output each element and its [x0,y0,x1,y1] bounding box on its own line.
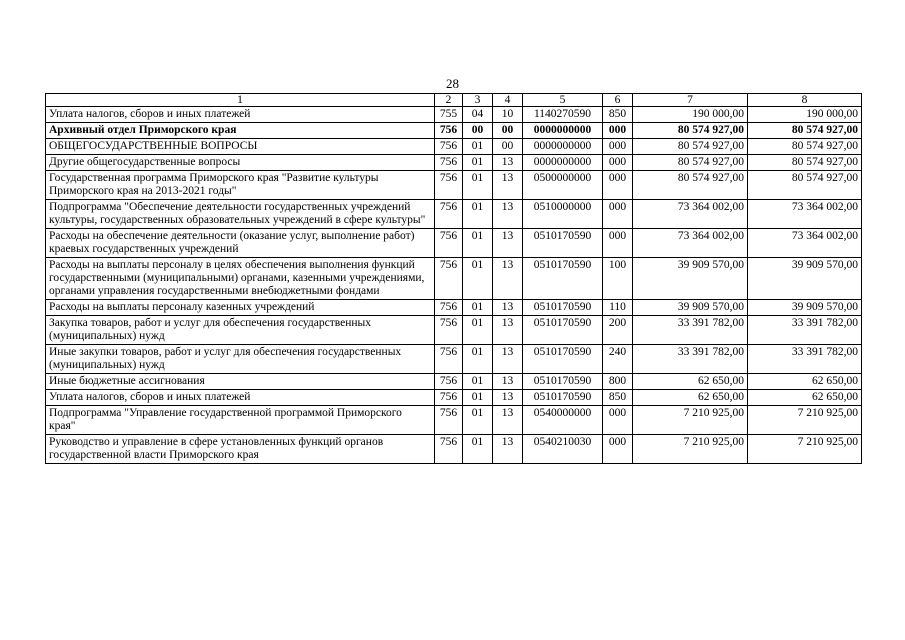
cell-amount: 7 210 925,00 [633,435,748,464]
cell-amount: 7 210 925,00 [748,435,862,464]
column-header: 2 [435,94,463,107]
cell-code: 01 [463,374,493,390]
cell-code: 756 [435,316,463,345]
table-row [46,229,862,258]
table-row [46,123,862,139]
table-row [46,107,862,123]
table-row [46,390,862,406]
cell-code: 1140270590 [523,107,603,123]
cell-code: 756 [435,300,463,316]
cell-code: 756 [435,406,463,435]
cell-code: 756 [435,390,463,406]
cell-code: 000 [603,229,633,258]
cell-code: 000 [603,406,633,435]
cell-amount: 39 909 570,00 [633,300,748,316]
column-header: 6 [603,94,633,107]
row-name: Закупка товаров, работ и услуг для обеспечения государственных (муниципальных) нужд [46,316,435,345]
cell-amount: 62 650,00 [633,374,748,390]
cell-code: 100 [603,258,633,300]
cell-code: 0510170590 [523,300,603,316]
cell-code: 13 [493,200,523,229]
cell-amount: 33 391 782,00 [748,345,862,374]
cell-code: 800 [603,374,633,390]
table-row [46,258,862,300]
cell-code: 000 [603,171,633,200]
cell-code: 000 [603,139,633,155]
table-row [46,406,862,435]
row-name: Расходы на обеспечение деятельности (оказание услуг, выполнение работ) краевых государственных учреждений [46,229,435,258]
cell-code: 0500000000 [523,171,603,200]
cell-amount: 73 364 002,00 [748,200,862,229]
cell-code: 0510170590 [523,345,603,374]
cell-code: 756 [435,155,463,171]
cell-code: 0000000000 [523,155,603,171]
cell-code: 00 [463,123,493,139]
table-row [46,345,862,374]
cell-code: 755 [435,107,463,123]
row-name: Другие общегосударственные вопросы [46,155,435,171]
cell-code: 13 [493,171,523,200]
cell-code: 01 [463,139,493,155]
cell-code: 13 [493,435,523,464]
cell-code: 756 [435,229,463,258]
cell-amount: 80 574 927,00 [633,139,748,155]
cell-code: 01 [463,258,493,300]
table-row [46,300,862,316]
row-name: Расходы на выплаты персоналу казенных учреждений [46,300,435,316]
cell-amount: 80 574 927,00 [748,155,862,171]
row-name: Руководство и управление в сфере установленных функций органов государственной власти Приморского края [46,435,435,464]
row-name: Государственная программа Приморского края "Развитие культуры Приморского края на 2013-2021 годы" [46,171,435,200]
cell-code: 0510170590 [523,316,603,345]
cell-amount: 80 574 927,00 [633,123,748,139]
cell-code: 01 [463,390,493,406]
row-name: Иные бюджетные ассигнования [46,374,435,390]
cell-code: 0540000000 [523,406,603,435]
cell-amount: 33 391 782,00 [633,316,748,345]
cell-amount: 62 650,00 [633,390,748,406]
cell-amount: 190 000,00 [748,107,862,123]
cell-amount: 73 364 002,00 [748,229,862,258]
cell-code: 01 [463,316,493,345]
cell-code: 01 [463,345,493,374]
cell-code: 01 [463,171,493,200]
cell-code: 0510000000 [523,200,603,229]
cell-code: 13 [493,345,523,374]
column-header: 4 [493,94,523,107]
cell-code: 0000000000 [523,139,603,155]
cell-amount: 80 574 927,00 [748,123,862,139]
cell-amount: 39 909 570,00 [633,258,748,300]
cell-code: 756 [435,435,463,464]
cell-code: 13 [493,229,523,258]
cell-code: 01 [463,300,493,316]
page-number: 28 [446,76,459,91]
cell-code: 756 [435,345,463,374]
cell-code: 13 [493,390,523,406]
cell-code: 000 [603,435,633,464]
cell-amount: 73 364 002,00 [633,229,748,258]
cell-code: 000 [603,155,633,171]
cell-code: 00 [493,139,523,155]
cell-code: 13 [493,316,523,345]
cell-amount: 33 391 782,00 [633,345,748,374]
cell-amount: 73 364 002,00 [633,200,748,229]
cell-code: 0510170590 [523,258,603,300]
cell-code: 13 [493,155,523,171]
cell-code: 01 [463,435,493,464]
row-name: Подпрограмма "Обеспечение деятельности государственных учреждений культуры, государственных образовательных учреждений в сфере культуры" [46,200,435,229]
cell-amount: 190 000,00 [633,107,748,123]
table-row [46,171,862,200]
table-row [46,155,862,171]
cell-amount: 33 391 782,00 [748,316,862,345]
cell-code: 756 [435,200,463,229]
table-row [46,200,862,229]
header-row [46,94,862,107]
cell-code: 200 [603,316,633,345]
cell-code: 01 [463,406,493,435]
column-header: 7 [633,94,748,107]
column-header: 3 [463,94,493,107]
cell-code: 01 [463,155,493,171]
row-name: Подпрограмма "Управление государственной программой Приморского края" [46,406,435,435]
row-name: ОБЩЕГОСУДАРСТВЕННЫЕ ВОПРОСЫ [46,139,435,155]
row-name: Расходы на выплаты персоналу в целях обеспечения выполнения функций государственными (муниципальными) органами, казенными учреждениями, органами управления государственными внебюджетными фондами [46,258,435,300]
cell-code: 0510170590 [523,390,603,406]
cell-code: 04 [463,107,493,123]
table-row [46,139,862,155]
cell-code: 110 [603,300,633,316]
cell-code: 756 [435,171,463,200]
table-row [46,316,862,345]
cell-code: 0540210030 [523,435,603,464]
row-name: Уплата налогов, сборов и иных платежей [46,390,435,406]
cell-code: 13 [493,300,523,316]
cell-code: 0510170590 [523,374,603,390]
cell-code: 756 [435,123,463,139]
cell-code: 10 [493,107,523,123]
cell-amount: 80 574 927,00 [748,139,862,155]
cell-code: 000 [603,200,633,229]
cell-code: 0000000000 [523,123,603,139]
cell-code: 00 [493,123,523,139]
cell-amount: 80 574 927,00 [633,155,748,171]
cell-amount: 80 574 927,00 [748,171,862,200]
row-name: Уплата налогов, сборов и иных платежей [46,107,435,123]
cell-code: 01 [463,229,493,258]
cell-code: 000 [603,123,633,139]
cell-code: 13 [493,406,523,435]
cell-amount: 80 574 927,00 [633,171,748,200]
column-header: 1 [46,94,435,107]
cell-amount: 39 909 570,00 [748,300,862,316]
cell-amount: 7 210 925,00 [633,406,748,435]
cell-code: 850 [603,390,633,406]
cell-code: 0510170590 [523,229,603,258]
cell-code: 850 [603,107,633,123]
cell-code: 13 [493,258,523,300]
table-row [46,374,862,390]
cell-code: 01 [463,200,493,229]
row-name: Архивный отдел Приморского края [46,123,435,139]
budget-table [45,93,862,464]
table-row [46,435,862,464]
cell-amount: 7 210 925,00 [748,406,862,435]
cell-amount: 62 650,00 [748,390,862,406]
row-name: Иные закупки товаров, работ и услуг для обеспечения государственных (муниципальных) нужд [46,345,435,374]
cell-code: 756 [435,258,463,300]
cell-code: 13 [493,374,523,390]
cell-amount: 62 650,00 [748,374,862,390]
cell-amount: 39 909 570,00 [748,258,862,300]
column-header: 5 [523,94,603,107]
cell-code: 756 [435,374,463,390]
cell-code: 756 [435,139,463,155]
cell-code: 240 [603,345,633,374]
column-header: 8 [748,94,862,107]
